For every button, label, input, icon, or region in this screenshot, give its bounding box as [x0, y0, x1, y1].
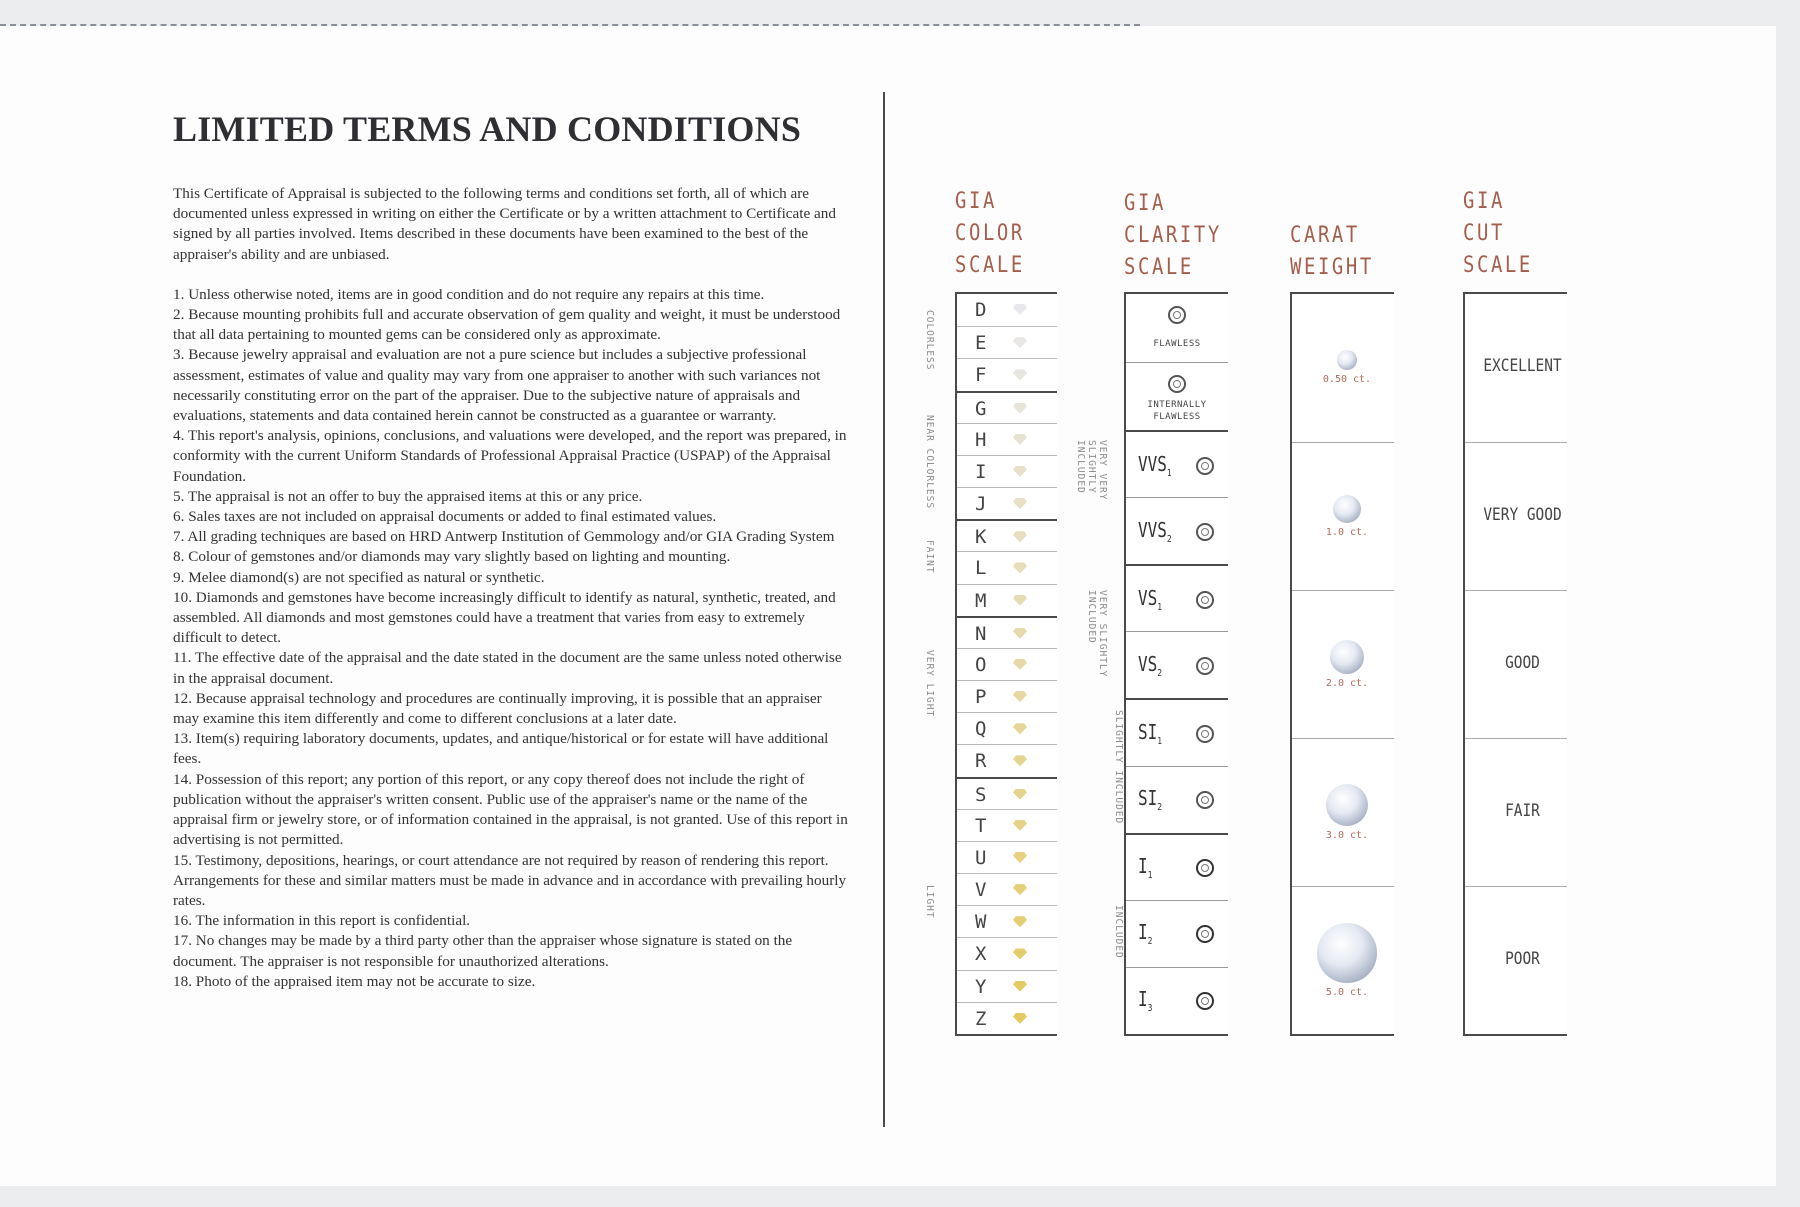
term-item: 18. Photo of the appraised item may not be accurate to size.	[173, 972, 536, 990]
carat-weight-row	[1292, 590, 1394, 739]
color-scale-heading	[955, 186, 1025, 282]
scan-edge-line	[0, 24, 1140, 26]
color-grade-letter: J	[975, 493, 987, 516]
term-item: 2. Because mounting prohibits full and accurate observation of gem quality and weight, it must be understood that all data pertaining to mounted gems can be considered only as approximate.	[173, 306, 841, 344]
color-group-label: LIGHT	[924, 885, 935, 919]
color-grade-row	[957, 616, 1057, 650]
color-grade-letter: S	[975, 783, 987, 806]
color-group-label: NEAR COLORLESS	[924, 415, 935, 510]
term-item: 4. This report's analysis, opinions, conclusions, and valuations were developed, and the report was prepared, in conformity with the current Uniform Standards of Professional Appraisal Practice (USPAP) of the Appraisal Foundation.	[173, 427, 847, 485]
clarity-grade-code: SI	[1138, 719, 1158, 744]
clarity-scale-heading	[1124, 188, 1222, 284]
color-grade-letter: F	[975, 364, 987, 387]
diamond-color-icon	[1013, 466, 1027, 477]
diamond-color-icon	[1013, 304, 1027, 315]
color-grade-row	[957, 648, 1057, 681]
color-grade-letter: T	[975, 814, 987, 837]
cut-grade-row	[1465, 442, 1567, 591]
clarity-grade-row	[1126, 967, 1228, 1035]
clarity-grade-code: VVS	[1138, 517, 1167, 542]
color-grade-row	[957, 712, 1057, 745]
color-grade-letter: N	[975, 622, 987, 645]
round-diamond-icon	[1196, 591, 1214, 609]
color-grade-row	[957, 744, 1057, 777]
clarity-grade-code: VS	[1138, 651, 1158, 676]
color-grade-row	[957, 873, 1057, 906]
page-title: LIMITED TERMS AND CONDITIONS	[173, 109, 802, 149]
clarity-grade-code: SI	[1138, 786, 1158, 811]
color-grade-letter: V	[975, 879, 987, 902]
cut-grade-row	[1465, 738, 1567, 887]
color-grade-row	[957, 326, 1057, 359]
color-grade-row	[957, 970, 1057, 1003]
clarity-grade-label	[1126, 338, 1228, 350]
carat-weight-row	[1292, 294, 1394, 442]
diamond-color-icon	[1013, 723, 1027, 734]
carat-weight-row	[1292, 886, 1394, 1035]
diamond-size-icon	[1337, 350, 1357, 370]
carat-weight-heading	[1290, 220, 1374, 284]
term-item: 12. Because appraisal technology and procedures are continually improving, it is possible that an appraiser may examine this item differently and come to different conclusions at a later date.	[173, 689, 822, 728]
clarity-grade-subscript: 1	[1147, 870, 1153, 882]
carat-weight-label: 2.0 ct.	[1325, 678, 1369, 690]
clarity-grade-code: I	[1138, 987, 1148, 1012]
diamond-color-icon	[1013, 628, 1027, 639]
clarity-grade-subscript: 1	[1166, 467, 1172, 479]
heading-line: WEIGHT	[1290, 255, 1374, 280]
term-item: 1. Unless otherwise noted, items are in good condition and do not require any repairs at this time.	[173, 285, 765, 303]
clarity-grade-code: VVS	[1138, 451, 1167, 476]
clarity-grade-subscript: 1	[1157, 735, 1163, 747]
cut-grade-label: FAIR	[1505, 801, 1540, 821]
heading-line: GIA	[1124, 191, 1166, 216]
color-grade-row	[957, 487, 1057, 520]
clarity-grade-label	[1138, 987, 1152, 1014]
term-item: 10. Diamonds and gemstones have become increasingly difficult to identify as natural, synthetic, treated, and assembled. All diamonds and most gemstones could have a treatment that varies from easy to extremely difficult to detect.	[173, 588, 836, 647]
clarity-scale-table	[1124, 292, 1228, 1036]
clarity-grade-row	[1126, 362, 1228, 431]
term-item: 9. Melee diamond(s) are not specified as natural or synthetic.	[173, 568, 545, 586]
diamond-color-icon	[1013, 369, 1027, 380]
color-grade-letter: U	[975, 846, 987, 869]
diamond-color-icon	[1013, 498, 1027, 509]
terms-list	[173, 285, 849, 992]
color-grade-letter: E	[975, 332, 987, 355]
color-scale-table	[955, 292, 1057, 1036]
carat-weight-row	[1292, 738, 1394, 887]
terms-intro: This Certificate of Appraisal is subjected to the following terms and conditions set forth, all of which are documented unless expressed in writing on either the Certificate or by a written attachment to Certificate and signed by all parties involved. Items described in these documents have been examined to the best of the appraiser's ability and are unbiased.	[173, 185, 836, 263]
heading-line: SCALE	[955, 253, 1025, 278]
diamond-color-icon	[1013, 789, 1027, 800]
cut-grade-label: VERY GOOD	[1483, 505, 1562, 525]
clarity-grade-subscript: 2	[1157, 667, 1163, 679]
diamond-color-icon	[1013, 1013, 1027, 1024]
diamond-color-icon	[1013, 691, 1027, 702]
clarity-group-label: SLIGHTLY INCLUDED	[1113, 710, 1124, 825]
clarity-grade-label	[1138, 920, 1152, 947]
cut-grade-label: GOOD	[1505, 653, 1540, 673]
diamond-size-icon	[1333, 495, 1362, 524]
clarity-grade-row	[1126, 631, 1228, 699]
diamond-color-icon	[1013, 562, 1027, 573]
heading-line: SCALE	[1124, 255, 1194, 280]
diamond-size-icon	[1330, 640, 1365, 675]
term-item: 13. Item(s) requiring laboratory documents, updates, and antique/historical or for estate will have additional fees.	[173, 730, 829, 768]
color-grade-letter: Q	[975, 718, 987, 741]
heading-line: GIA	[955, 189, 997, 214]
carat-weight-label: 5.0 ct.	[1325, 986, 1369, 998]
clarity-grade-row	[1126, 564, 1228, 633]
color-grade-letter: P	[975, 686, 987, 709]
diamond-color-icon	[1013, 531, 1027, 542]
clarity-grade-row	[1126, 294, 1228, 362]
clarity-grade-subscript: 2	[1157, 802, 1163, 814]
color-grade-letter: K	[975, 526, 987, 549]
heading-line: COLOR	[955, 221, 1025, 246]
clarity-grade-label	[1138, 518, 1172, 545]
color-grade-letter: I	[975, 460, 987, 483]
term-item: 14. Possession of this report; any portion of this report, or any copy thereof does not include the right of publication without the appraiser's written consent. Public use of the appraiser's name or the name of the appraisal firm or jewelry store, or of information contained in the appraisal, is not granted. Use of this report in advertising is not permitted.	[173, 770, 848, 849]
round-diamond-icon	[1196, 657, 1214, 675]
color-grade-letter: G	[975, 397, 987, 420]
clarity-group-label: VERY VERY SLIGHTLY INCLUDED	[1075, 440, 1108, 501]
terms-text	[173, 184, 849, 992]
cut-grade-label: POOR	[1505, 949, 1540, 969]
diamond-color-icon	[1013, 755, 1027, 766]
color-grade-letter: D	[975, 299, 987, 321]
color-grade-letter: H	[975, 428, 987, 451]
clarity-grade-code: I	[1138, 920, 1148, 945]
color-grade-letter: R	[975, 750, 987, 773]
round-diamond-icon	[1196, 992, 1214, 1010]
color-grade-row	[957, 391, 1057, 425]
color-grade-letter: L	[975, 557, 987, 580]
clarity-label-line: INTERNALLY	[1147, 400, 1207, 410]
clarity-grade-label	[1138, 452, 1172, 479]
clarity-grade-label	[1138, 586, 1162, 613]
clarity-grade-row	[1126, 833, 1228, 902]
term-item: 17. No changes may be made by a third party other than the appraiser whose signature is stated on the document. The appraiser is not responsible for unauthorized alterations.	[173, 932, 793, 970]
carat-weight-table	[1290, 292, 1394, 1036]
clarity-label-line: FLAWLESS	[1153, 339, 1201, 349]
clarity-grade-label	[1126, 399, 1228, 423]
color-grade-row	[957, 551, 1057, 584]
round-diamond-icon	[1168, 375, 1186, 393]
color-grade-row	[957, 455, 1057, 488]
cut-grade-row	[1465, 590, 1567, 739]
color-grade-row	[957, 841, 1057, 874]
diamond-color-icon	[1013, 852, 1027, 863]
color-grade-letter: W	[975, 911, 987, 934]
round-diamond-icon	[1196, 859, 1214, 877]
color-grade-row	[957, 519, 1057, 553]
column-divider	[883, 92, 885, 1127]
round-diamond-icon	[1196, 791, 1214, 809]
term-item: 15. Testimony, depositions, hearings, or court attendance are not required by reason of rendering this report. Arrangements for these and similar matters must be made in advance and in accordance with prevailing hourly rates.	[173, 851, 847, 909]
color-group-label: VERY LIGHT	[924, 650, 935, 718]
cut-grade-row	[1465, 886, 1567, 1035]
clarity-group-label: VERY SLIGHTLY INCLUDED	[1086, 590, 1108, 678]
color-grade-row	[957, 584, 1057, 617]
diamond-color-icon	[1013, 434, 1027, 445]
diamond-color-icon	[1013, 884, 1027, 895]
carat-weight-label: 1.0 ct.	[1325, 527, 1369, 539]
color-grade-letter: X	[975, 943, 987, 966]
term-item: 6. Sales taxes are not included on appraisal documents or added to final estimated values.	[173, 508, 717, 526]
diamond-color-icon	[1013, 659, 1027, 670]
term-item: 16. The information in this report is confidential.	[173, 912, 471, 930]
carat-weight-label: 3.0 ct.	[1325, 830, 1369, 842]
color-grade-row	[957, 358, 1057, 391]
clarity-grade-row	[1126, 497, 1228, 565]
clarity-label-line: FLAWLESS	[1153, 412, 1201, 422]
heading-line: SCALE	[1463, 253, 1533, 278]
round-diamond-icon	[1196, 725, 1214, 743]
clarity-grade-subscript: 2	[1166, 533, 1172, 545]
heading-line: CUT	[1463, 221, 1505, 246]
color-grade-row	[957, 423, 1057, 456]
clarity-grade-code: I	[1138, 854, 1148, 879]
color-grade-letter: Y	[975, 975, 987, 998]
clarity-grade-row	[1126, 698, 1228, 767]
clarity-grade-label	[1138, 720, 1162, 747]
diamond-size-icon	[1317, 923, 1376, 982]
color-grade-row	[957, 294, 1057, 326]
diamond-color-icon	[1013, 948, 1027, 959]
cut-grade-label: EXCELLENT	[1483, 356, 1562, 376]
round-diamond-icon	[1196, 457, 1214, 475]
color-grade-row	[957, 777, 1057, 811]
cut-scale-table	[1463, 292, 1567, 1036]
diamond-size-icon	[1326, 784, 1369, 827]
clarity-group-label: INCLUDED	[1113, 905, 1124, 959]
clarity-grade-label	[1138, 854, 1152, 881]
color-grade-letter: M	[975, 589, 987, 612]
term-item: 11. The effective date of the appraisal and the date stated in the document are the same unless noted otherwise in the appraisal document.	[173, 649, 842, 687]
term-item: 5. The appraisal is not an offer to buy the appraised items at this or any price.	[173, 487, 643, 505]
color-grade-row	[957, 680, 1057, 713]
color-grade-letter: Z	[975, 1007, 987, 1030]
color-group-label: COLORLESS	[924, 310, 935, 371]
diamond-color-icon	[1013, 916, 1027, 927]
color-grade-row	[957, 937, 1057, 970]
clarity-grade-label	[1138, 652, 1162, 679]
clarity-grade-row	[1126, 430, 1228, 499]
color-grade-row	[957, 1002, 1057, 1035]
term-item: 3. Because jewelry appraisal and evaluation are not a pure science but includes a subjective professional assessment, estimates of value and quality may vary from one appraiser to another with such variances not necessarily constituting error on the part of the appraiser. Due to the subjective nature of appraisals and evaluations, statements and data contained herein cannot be constructed as a guarantee or warranty.	[173, 346, 821, 425]
diamond-color-icon	[1013, 820, 1027, 831]
diamond-color-icon	[1013, 337, 1027, 348]
round-diamond-icon	[1168, 306, 1186, 324]
round-diamond-icon	[1196, 523, 1214, 541]
cut-scale-heading	[1463, 186, 1533, 282]
clarity-grade-row	[1126, 900, 1228, 968]
term-item: 8. Colour of gemstones and/or diamonds may vary slightly based on lighting and mounting.	[173, 548, 731, 566]
term-item: 7. All grading techniques are based on HRD Antwerp Institution of Gemmology and/or GIA Grading System	[173, 528, 835, 546]
color-group-label: FAINT	[924, 540, 935, 574]
clarity-grade-label	[1138, 786, 1162, 813]
heading-line: CLARITY	[1124, 223, 1222, 248]
clarity-grade-code: VS	[1138, 585, 1158, 610]
clarity-grade-subscript: 1	[1157, 601, 1163, 613]
carat-weight-label: 0.50 ct.	[1322, 374, 1372, 386]
heading-line: GIA	[1463, 189, 1505, 214]
clarity-grade-row	[1126, 766, 1228, 834]
carat-weight-row	[1292, 442, 1394, 591]
clarity-grade-subscript: 3	[1147, 1003, 1153, 1015]
cut-grade-row	[1465, 294, 1567, 442]
diamond-color-icon	[1013, 981, 1027, 992]
color-grade-letter: O	[975, 653, 987, 676]
color-grade-row	[957, 905, 1057, 938]
heading-line: CARAT	[1290, 223, 1360, 248]
color-grade-row	[957, 809, 1057, 842]
diamond-color-icon	[1013, 595, 1027, 606]
diamond-color-icon	[1013, 403, 1027, 414]
round-diamond-icon	[1196, 925, 1214, 943]
clarity-grade-subscript: 2	[1147, 936, 1153, 948]
